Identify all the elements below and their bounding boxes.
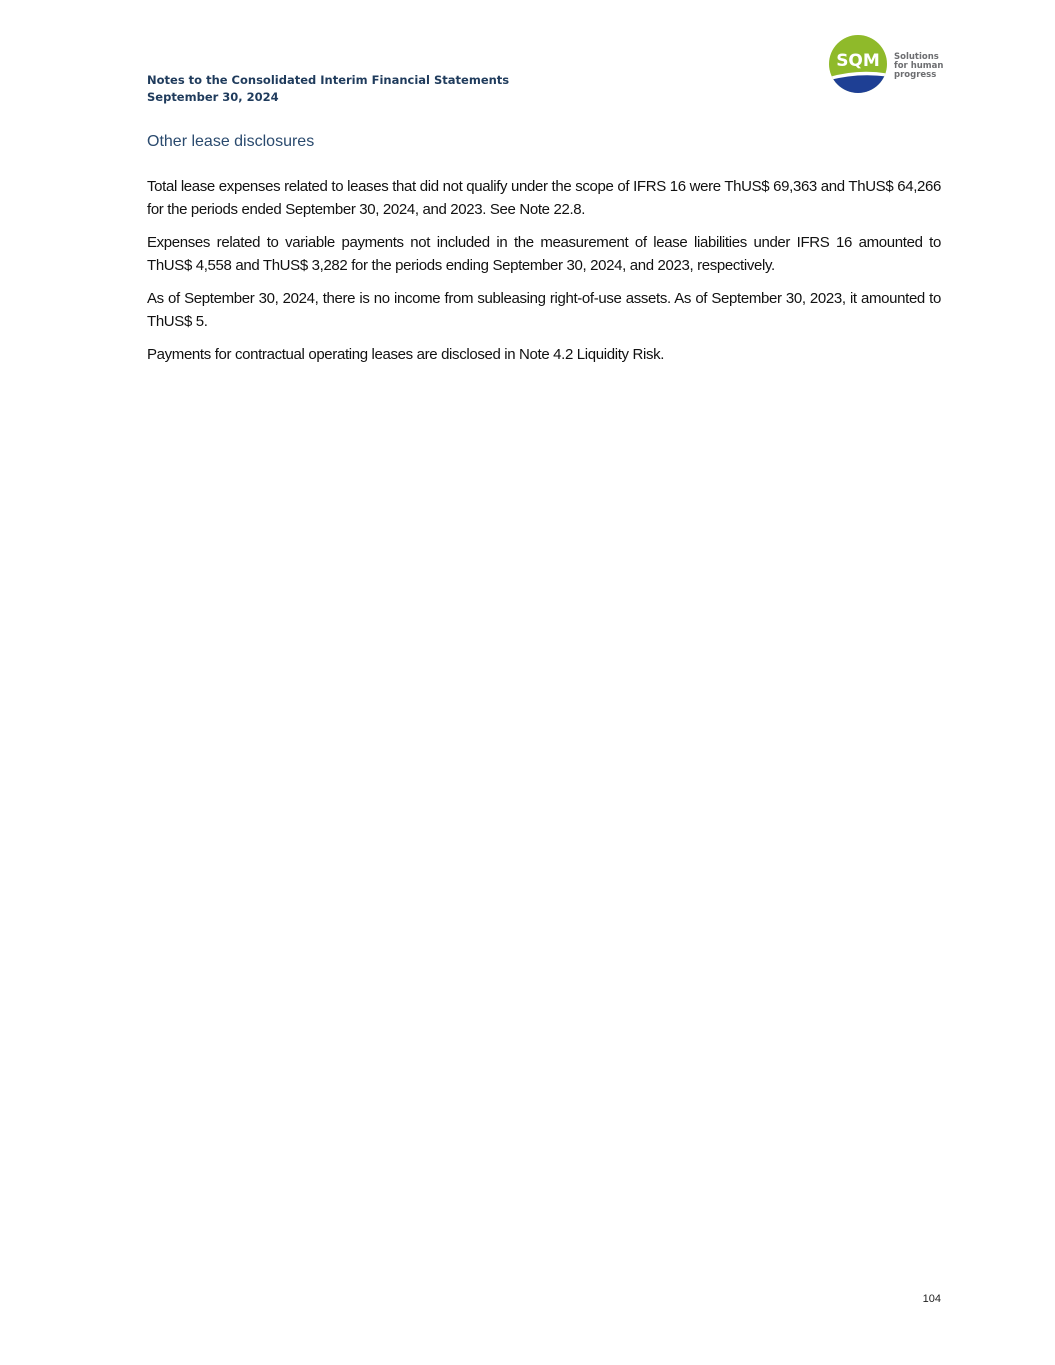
logo-tagline-line1: Solutions [894, 52, 939, 62]
sqm-logo-icon [828, 34, 948, 94]
header-date: September 30, 2024 [147, 90, 279, 104]
header-title: Notes to the Consolidated Interim Financial Statements [147, 73, 510, 87]
page-number: 104 [922, 1293, 941, 1305]
paragraph-variable-payments: Expenses related to variable payments not included in the measurement of lease liabilities under IFRS 16 amounted to ThUS$ 4,558 and ThUS$ 3,282 for the periods ending September 30, 2024, and 2023, respectively. [147, 234, 941, 274]
logo-tagline-line2: for human [894, 61, 944, 71]
paragraph-subleasing-income: As of September 30, 2024, there is no income from subleasing right-of-use assets. As of September 30, 2023, it amounted to ThUS$ 5. [147, 290, 941, 330]
sqm-logo-graphic [828, 34, 948, 94]
logo-tagline-line3: progress [894, 70, 937, 80]
logo-brand-text: SQM [836, 51, 880, 71]
paragraph-lease-expenses: Total lease expenses related to leases that did not qualify under the scope of IFRS 16 were ThUS$ 69,363 and ThUS$ 64,266 for the periods ended September 30, 2024, and 2023. See Note 22.8. [147, 178, 941, 218]
paragraph-operating-leases: Payments for contractual operating leases are disclosed in Note 4.2 Liquidity Risk. [147, 346, 665, 363]
section-title: Other lease disclosures [147, 133, 315, 150]
document-header [147, 72, 647, 106]
section-body [147, 176, 941, 378]
